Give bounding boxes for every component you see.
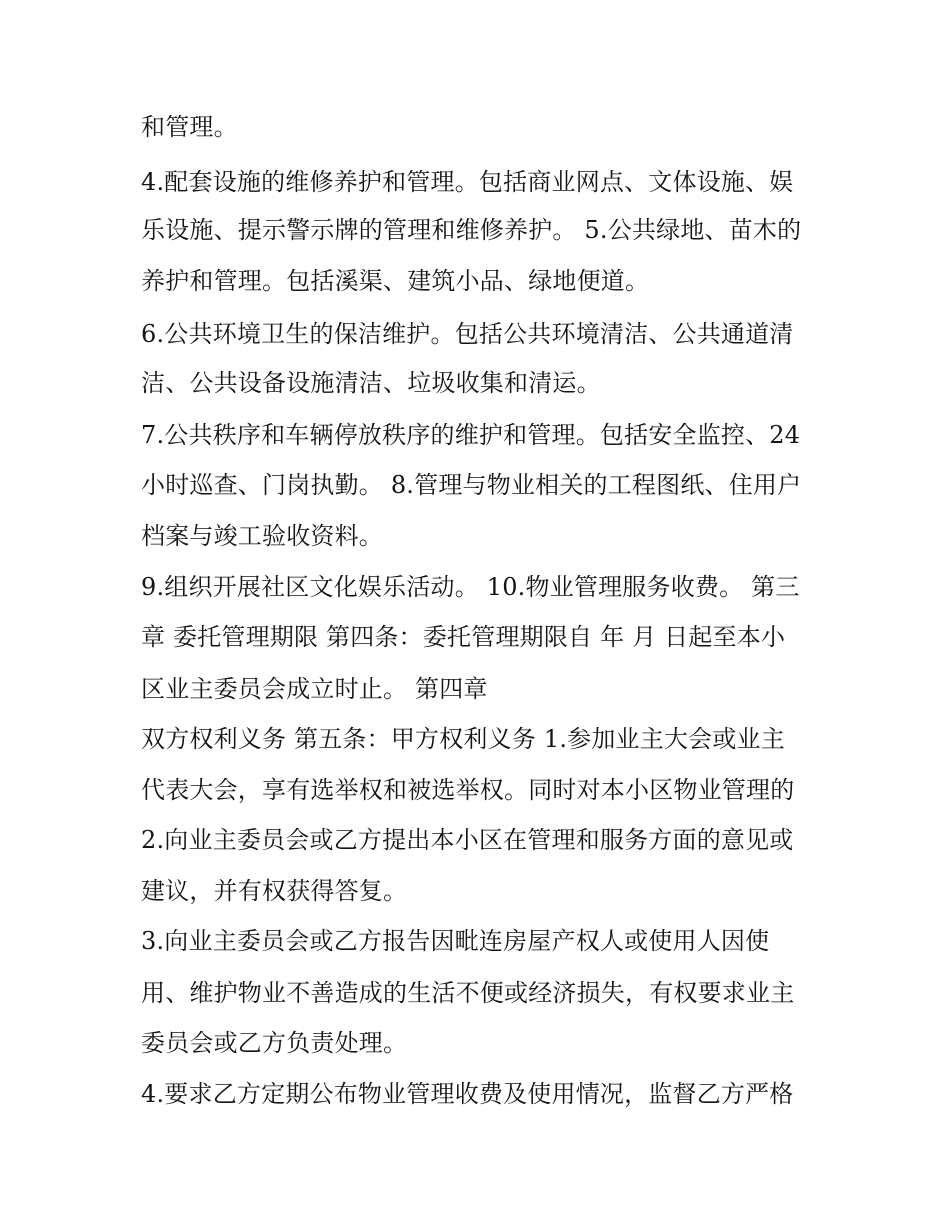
text-line: 4.要求乙方定期公布物业管理收费及使用情况，监督乙方严格 — [141, 1080, 794, 1108]
text-line: 双方权利义务 第五条：甲方权利义务 1.参加业主大会或业主 — [141, 725, 785, 753]
text-line: 章 委托管理期限 第四条：委托管理期限自 年 月 日起至本小 — [141, 623, 786, 651]
text-line: 9.组织开展社区文化娱乐活动。 10.物业管理服务收费。 第三 — [141, 573, 800, 601]
text-line: 3.向业主委员会或乙方报告因毗连房屋产权人或使用人因使 — [141, 927, 770, 955]
text-line: 区业主委员会成立时止。 第四章 — [141, 675, 488, 703]
text-line: 2.向业主委员会或乙方提出本小区在管理和服务方面的意见或 — [141, 826, 794, 854]
text-line: 代表大会，享有选举权和被选举权。同时对本小区物业管理的 — [141, 776, 795, 804]
text-line: 乐设施、提示警示牌的管理和维修养护。 5.公共绿地、苗木的 — [141, 216, 802, 244]
text-line: 档案与竣工验收资料。 — [141, 522, 383, 550]
text-line: 7.公共秩序和车辆停放秩序的维护和管理。包括安全监控、24 — [141, 421, 801, 449]
text-line: 4.配套设施的维修养护和管理。包括商业网点、文体设施、娱 — [141, 168, 794, 196]
text-line: 养护和管理。包括溪渠、建筑小品、绿地便道。 — [141, 267, 650, 295]
text-line: 洁、公共设备设施清洁、垃圾收集和清运。 — [141, 369, 601, 397]
text-line: 建议，并有权获得答复。 — [141, 877, 408, 905]
text-line: 6.公共环境卫生的保洁维护。包括公共环境清洁、公共通道清 — [141, 320, 794, 348]
text-line: 委员会或乙方负责处理。 — [141, 1029, 408, 1057]
text-line: 用、维护物业不善造成的生活不便或经济损失，有权要求业主 — [141, 979, 795, 1007]
text-line: 和管理。 — [141, 113, 238, 141]
text-line: 小时巡查、门岗执勤。 8.管理与物业相关的工程图纸、住用户 — [141, 471, 802, 499]
